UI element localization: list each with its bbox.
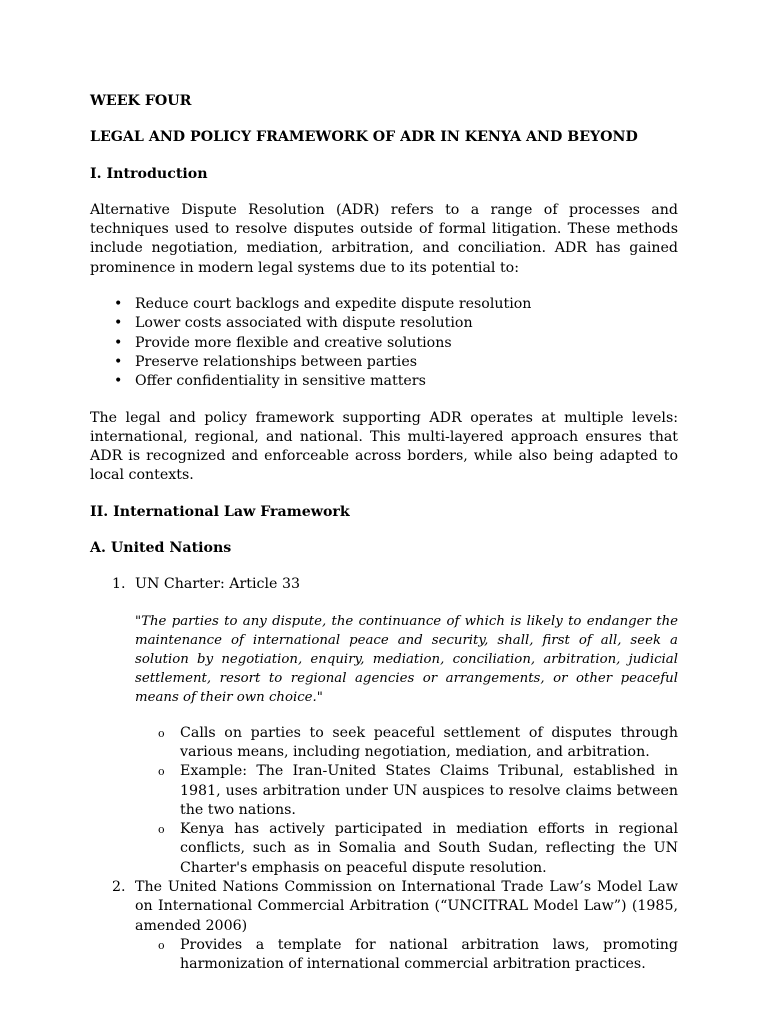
list-item	[90, 575, 678, 878]
sub-list-item	[135, 820, 678, 878]
list-item	[90, 295, 678, 314]
bullet-icon: •	[114, 296, 123, 313]
sub-list-item-text: Example: The Iran-United States Claims Tribunal, established in 1981, uses arbitration under UN auspices to resolve claims between the two nations.	[180, 763, 678, 818]
sub-list-item-text: Kenya has actively participated in mediation efforts in regional conflicts, such as in Somalia and South Sudan, reflecting the UN Charter's emphasis on peaceful dispute resolution.	[180, 821, 678, 876]
united-nations-heading: A. United Nations	[90, 540, 232, 557]
bullet-icon: •	[114, 315, 123, 332]
circle-bullet-icon: o	[158, 938, 165, 952]
benefits-list	[90, 295, 678, 391]
list-item-text: Lower costs associated with dispute resolution	[135, 315, 473, 332]
sub-list	[135, 724, 678, 878]
sub-list-item	[135, 762, 678, 820]
sub-list	[135, 936, 678, 975]
item-title: The United Nations Commission on International Trade Law’s Model Law on International Commercial Arbitration (“UNCITRAL Model Law”) (1985, amended 2006)	[135, 879, 678, 934]
un-instruments-list	[90, 575, 678, 974]
circle-bullet-icon: o	[158, 765, 165, 779]
bullet-icon: •	[114, 373, 123, 390]
article-33-quote: "The parties to any dispute, the continuance of which is likely to endanger the maintenance of international peace and security, shall, first of all, seek a solution by negotiation, enquiry, mediation, conciliation, arbitration, judicial settlement, resort to regional agencies or arrangements, or other peaceful means of their own choice."	[135, 613, 678, 705]
document-title: LEGAL AND POLICY FRAMEWORK OF ADR IN KENYA AND BEYOND	[90, 129, 638, 146]
sub-list-item-text: Provides a template for national arbitration laws, promoting harmonization of international commercial arbitration practices.	[180, 936, 678, 973]
bullet-icon: •	[114, 353, 123, 370]
list-item-text: Provide more flexible and creative solutions	[135, 334, 452, 351]
circle-bullet-icon: o	[158, 726, 165, 740]
intro-paragraph: Alternative Dispute Resolution (ADR) refers to a range of processes and techniques used to resolve disputes outside of formal litigation. These methods include negotiation, mediation, arbitration, and conciliation. ADR has gained prominence in modern legal systems due to its potential to:	[90, 201, 678, 276]
item-number: 2.	[112, 879, 126, 896]
intro-heading: I. Introduction	[90, 165, 208, 182]
document-page	[90, 92, 678, 975]
item-title: UN Charter: Article 33	[135, 576, 300, 593]
list-item	[90, 334, 678, 353]
sub-list-item-text: Calls on parties to seek peaceful settlement of disputes through various means, including negotiation, mediation, and arbitration.	[180, 724, 678, 760]
list-item	[90, 353, 678, 372]
bullet-icon: •	[114, 334, 123, 351]
list-item	[90, 314, 678, 333]
list-item-text: Offer confidentiality in sensitive matters	[135, 373, 426, 390]
list-item-text: Reduce court backlogs and expedite dispute resolution	[135, 296, 532, 313]
circle-bullet-icon: o	[158, 823, 165, 837]
week-label: WEEK FOUR	[90, 93, 192, 109]
international-heading: II. International Law Framework	[90, 503, 350, 520]
list-item	[90, 372, 678, 391]
framework-paragraph: The legal and policy framework supporting ADR operates at multiple levels: international, regional, and national. This multi-layered approach ensures that ADR is recognized and enforceable across borders, while also being adapted to local contexts.	[90, 409, 678, 484]
sub-list-item	[135, 724, 678, 763]
sub-list-item	[135, 936, 678, 975]
list-item	[90, 878, 678, 974]
item-number: 1.	[112, 576, 126, 593]
list-item-text: Preserve relationships between parties	[135, 353, 418, 370]
